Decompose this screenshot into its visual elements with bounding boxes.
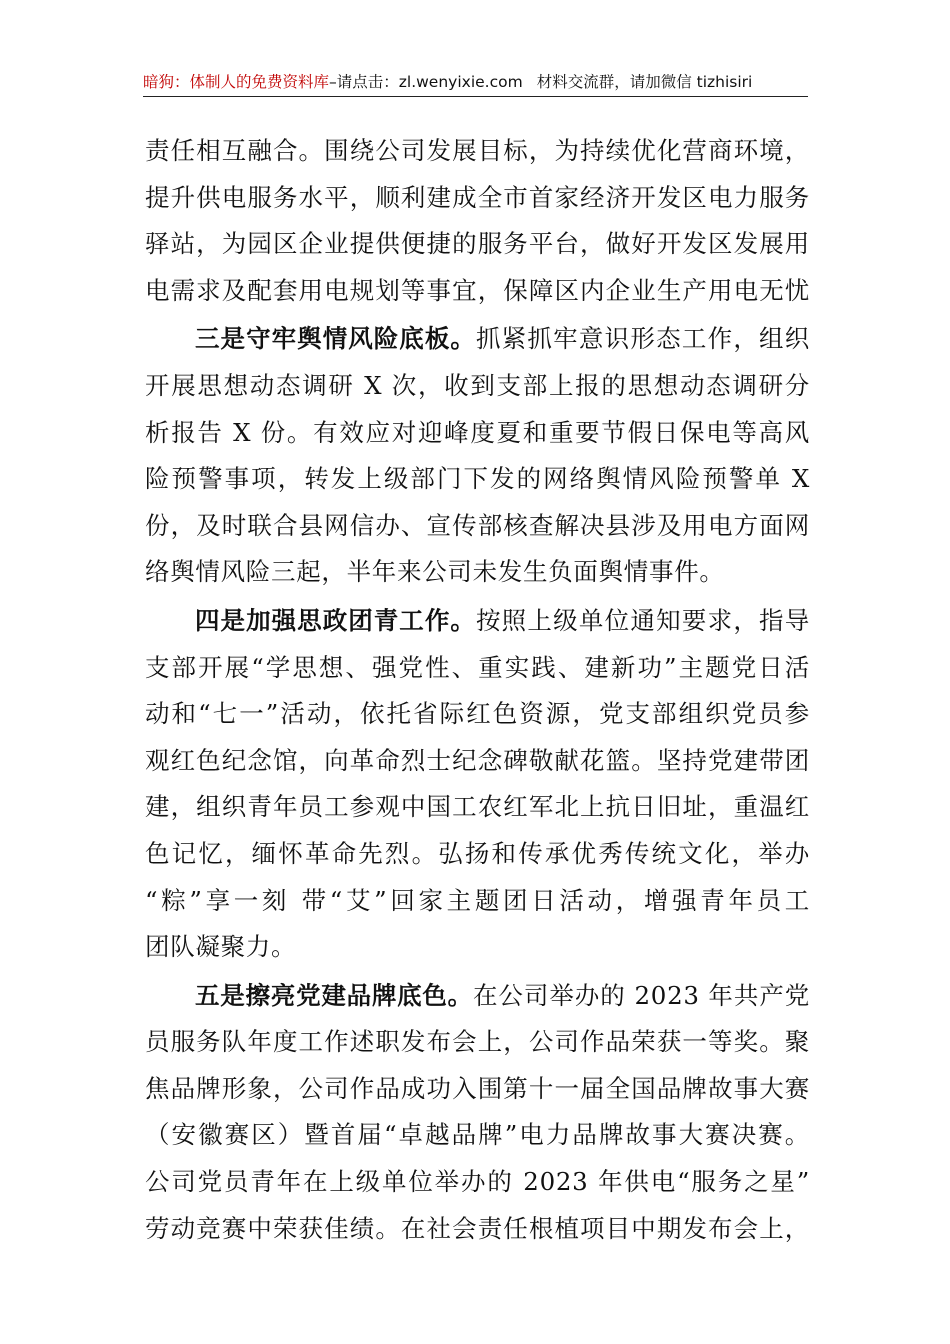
text-line: 三是守牢舆情风险底板。抓紧抓牢意识形态工作，组织: [195, 324, 811, 354]
header-link-prompt[interactable]: –请点击：zl.wenyixie.com: [329, 73, 523, 91]
text-line: 色记忆，缅怀革命先烈。弘扬和传承优秀传统文化，举办: [145, 838, 810, 868]
page-header: [143, 72, 808, 92]
section-heading: 四是加强思政团青工作。: [195, 605, 476, 635]
text-line: “粽”享一刻 带“艾”回家主题团日活动，增强青年员工: [145, 885, 810, 915]
paragraph-4: [145, 973, 810, 1253]
text-line: 四是加强思政团青工作。按照上级单位通知要求，指导: [195, 605, 811, 635]
section-heading: 五是擦亮党建品牌底色。: [195, 980, 473, 1010]
text-line: 员服务队年度工作述职发布会上，公司作品荣获一等奖。聚: [145, 1027, 810, 1057]
text-line: 焦品牌形象，公司作品成功入围第十一届全国品牌故事大赛: [145, 1073, 810, 1103]
paragraph-3: [145, 598, 810, 971]
text-line: 动和“七一”活动，依托省际红色资源，党支部组织党员参: [145, 699, 810, 729]
text-line: 观红色纪念馆，向革命烈士纪念碑敬献花篮。坚持党建带团: [145, 745, 810, 775]
header-brand: 暗狗：体制人的免费资料库: [143, 73, 330, 91]
document-body: [145, 128, 810, 1254]
header-divider: [143, 96, 808, 97]
section-heading: 三是守牢舆情风险底板。: [195, 324, 476, 354]
text-line: 络舆情风险三起，半年来公司未发生负面舆情事件。: [145, 557, 725, 587]
paragraph-1: [145, 128, 810, 314]
text-line: 驿站，为园区企业提供便捷的服务平台，做好开发区发展用: [145, 229, 810, 259]
text-line: 支部开展“学思想、强党性、重实践、建新功”主题党日活: [145, 652, 810, 682]
text-line: 劳动竞赛中荣获佳绩。在社会责任根植项目中期发布会上，: [145, 1213, 810, 1243]
text-line: 责任相互融合。围绕公司发展目标，为持续优化营商环境，: [145, 136, 810, 165]
text-line: （安徽赛区）暨首届“卓越品牌”电力品牌故事大赛决赛。: [145, 1120, 810, 1150]
header-contact: 材料交流群，请加微信 tizhisiri: [536, 73, 753, 91]
text-line: 公司党员青年在上级单位举办的 2023 年供电“服务之星”: [145, 1167, 810, 1197]
text-line: 提升供电服务水平，顺利建成全市首家经济开发区电力服务: [145, 182, 810, 212]
text-line: 团队凝聚力。: [145, 932, 297, 962]
text-line: 电需求及配套用电规划等事宜，保障区内企业生产用电无忧: [145, 275, 810, 305]
text-line: 份，及时联合县网信办、宣传部核查解决县涉及用电方面网: [145, 510, 810, 540]
text-line: 五是擦亮党建品牌底色。在公司举办的 2023 年共产党: [195, 980, 810, 1010]
text-line: 析报告 X 份。有效应对迎峰度夏和重要节假日保电等高风: [145, 417, 810, 447]
paragraph-2: [145, 316, 810, 596]
text-line: 开展思想动态调研 X 次，收到支部上报的思想动态调研分: [145, 370, 810, 400]
text-line: 险预警事项，转发上级部门下发的网络舆情风险预警单 X: [145, 464, 810, 494]
text-line: 建，组织青年员工参观中国工农红军北上抗日旧址，重温红: [145, 792, 810, 822]
